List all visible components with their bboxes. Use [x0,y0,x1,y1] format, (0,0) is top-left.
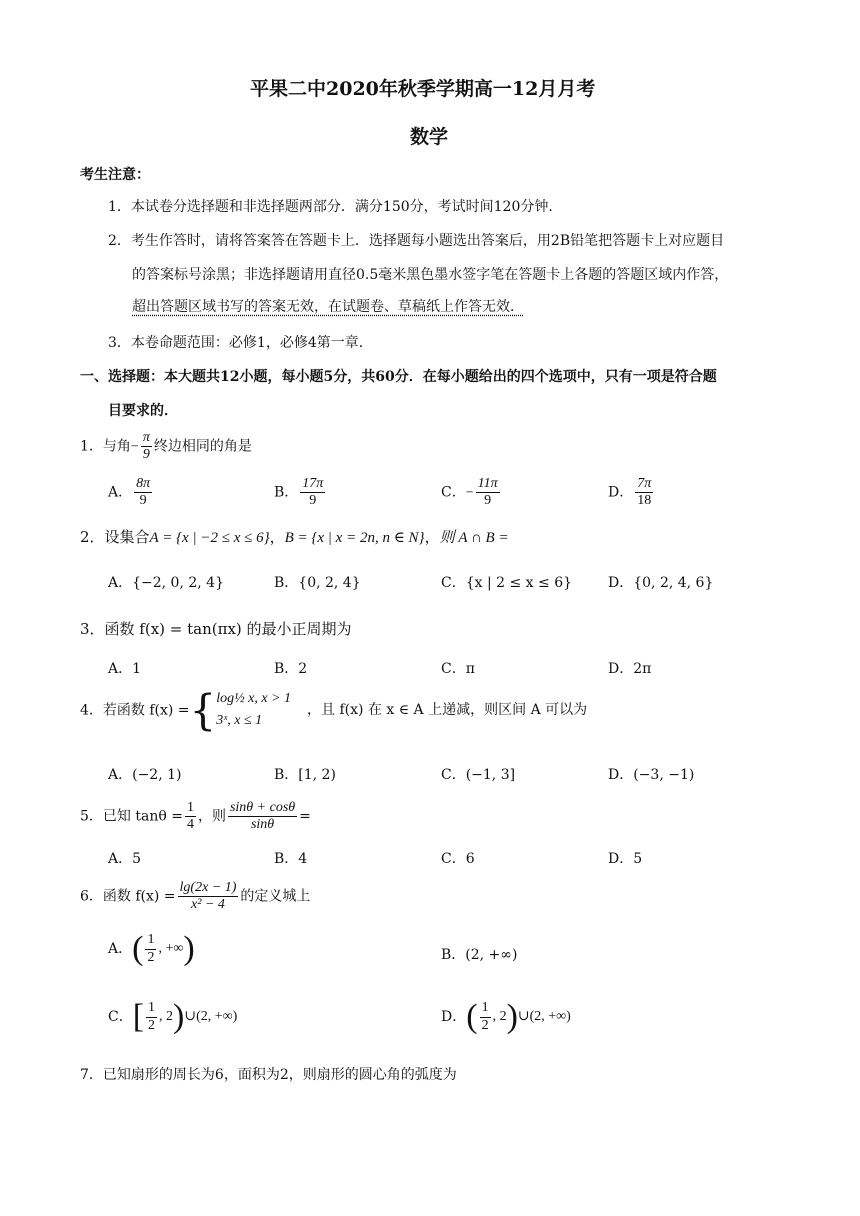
question-1-option-d[interactable] [608,476,655,509]
question-1-stem: 1．与角− $\frac{\pi}{9}$ 终边相同的角是 [80,430,252,463]
question-4-option-a[interactable]: A．(−2, 1) [108,767,182,783]
option-label: A． [108,941,133,957]
expression-fraction: $\frac{\sin\theta + \cos\theta}{\sin\theta}$ [229,800,296,833]
question-1-option-a[interactable] [108,476,154,509]
question-4-suffix: ，且 f(x) 在 x ∈ A 上递减，则区间 A 可以为 [307,702,588,719]
half-fraction: $\frac{1}{2}$ [148,1000,156,1033]
question-4-prefix: 4．若函数 f(x) = [80,702,190,719]
question-1-prefix: 1．与角 [80,438,131,455]
option-label: A． [108,484,133,501]
option-tail: , 2 [492,1009,507,1024]
option-label: C． [108,1009,133,1025]
option-tail: , +∞ [158,941,184,956]
option-union: ∪(2, +∞) [517,1009,571,1024]
question-2-suffix: 则 A ∩ B = [439,530,509,546]
section-heading-line-1: 一、选择题：本大题共12小题，每小题5分，共60分．在每小题给出的四个选项中，只有一项是符合题 [80,369,717,385]
question-2-option-a[interactable]: A．{−2, 0, 2, 4} [108,575,224,591]
question-4-option-c[interactable]: C．(−1, 3] [441,767,516,783]
question-6-option-c[interactable]: C．[ $\frac{1}{2}$ , 2)∪(2, +∞) [108,998,238,1035]
question-5-suffix: = [299,808,311,825]
option-fraction: $\frac{8\pi}{9}$ [136,476,151,509]
section-heading-line-2: 目要求的． [108,403,178,419]
question-2-prefix: 2．设集合 [80,528,150,546]
question-1-suffix: 终边相同的角是 [153,438,252,455]
question-6-option-d[interactable]: D．( $\frac{1}{2}$ , 2)∪(2, +∞) [441,998,571,1035]
option-label: C． [441,484,466,501]
question-5-option-a[interactable]: A．5 [108,851,142,867]
notice-item-3: 3．本卷命题范围：必修1，必修4第一章． [108,335,373,351]
subject-title: 数学 [410,126,449,148]
option-label: D． [608,484,634,501]
question-2-option-b[interactable]: B．{0, 2, 4} [274,575,361,591]
question-6-stem [80,880,310,913]
question-6-suffix: 的定义城上 [240,888,311,905]
notice-item-2-line-2: 的答案标号涂黑；非选择题请用直径0.5毫米黑色墨水签字笔在答题卡上各题的答题区域内作答， [132,267,729,283]
question-4-stem: 4．若函数 f(x) ={ log½ x, x > 1 3ˣ, x ≤ 1 ，且 f(x) 在 x ∈ A 上递减，则区间 A 可以为 [80,685,588,735]
question-1-option-b[interactable] [274,476,327,509]
question-5-option-d[interactable]: D．5 [608,851,643,867]
option-fraction: $\frac{11\pi}{9}$ [477,476,498,509]
option-tail: , 2 [159,1009,174,1024]
notice-heading: 考生注意： [80,167,150,183]
question-5-option-b[interactable]: B．4 [274,851,308,867]
question-6-option-b[interactable]: B．(2, +∞) [441,947,518,963]
half-fraction: $\frac{1}{2}$ [481,1000,489,1033]
question-3-option-d[interactable]: D．2π [608,661,652,677]
option-fraction: $\frac{7\pi}{18}$ [637,476,652,509]
question-2-option-c[interactable]: C．{x | 2 ≤ x ≤ 6} [441,575,573,591]
question-6-option-a[interactable]: A．( $\frac{1}{2}$ , +∞) [108,930,195,967]
notice-item-2-line-1: 2．考生作答时，请将答案答在答题卡上．选择题每小题选出答案后，用2B铅笔把答题卡上对应题目 [108,233,725,249]
question-7-stem: 7．已知扇形的周长为6，面积为2，则扇形的圆心角的弧度为 [80,1067,457,1083]
set-a: A = {x | −2 ≤ x ≤ 6} [149,530,270,546]
set-b: B = {x | x = 2n, n ∈ N} [284,530,425,546]
notice-item-2-line-3: 超出答题区域书写的答案无效，在试题卷、草稿纸上作答无效． [132,299,524,315]
option-label: B． [274,484,299,501]
question-4-option-b[interactable]: B．[1, 2) [274,767,336,783]
question-6-prefix: 6．函数 f(x) = [80,888,176,905]
function-fraction: $\frac{\lg(2x - 1)}{\text{x² − 4}}$ [179,880,237,913]
question-3-option-b[interactable]: B．2 [274,661,308,677]
tan-fraction: $\frac{1}{4}$ [186,800,194,833]
question-2-option-d[interactable]: D．{0, 2, 4, 6} [608,575,714,591]
question-5-prefix: 5．已知 tanθ = [80,808,183,825]
option-fraction: $\frac{17\pi}{9}$ [302,476,324,509]
question-5-mid: ，则 [197,808,226,825]
page-title: 平果二中2020年秋季学期高一12月月考 [250,78,596,100]
question-3-option-c[interactable]: C．π [441,661,475,677]
half-fraction: $\frac{1}{2}$ [147,932,155,965]
question-4-option-d[interactable]: D．(−3, −1) [608,767,695,783]
option-union: ∪(2, +∞) [184,1009,238,1024]
notice-item-1: 1．本试卷分选择题和非选择题两部分．满分150分，考试时间120分钟． [108,199,563,215]
question-3-option-a[interactable]: A．1 [108,661,142,677]
question-5-option-c[interactable]: C．6 [441,851,475,867]
question-1-angle: $\frac{\pi}{9}$ [142,430,150,463]
question-1-option-c[interactable]: C．− $\frac{11\pi}{9}$ [441,476,498,509]
question-3-stem: 3．函数 f(x) = tan(πx) 的最小正周期为 [80,620,352,638]
question-5-stem [80,800,311,833]
piecewise-cases: log½ x, x > 1 3ˣ, x ≤ 1 [216,691,292,729]
option-label: D． [441,1009,467,1025]
question-2-stem: 2．设集合A = {x | −2 ≤ x ≤ 6}，B = {x | x = 2n, n ∈ N}，则 A ∩ B = [80,528,509,546]
